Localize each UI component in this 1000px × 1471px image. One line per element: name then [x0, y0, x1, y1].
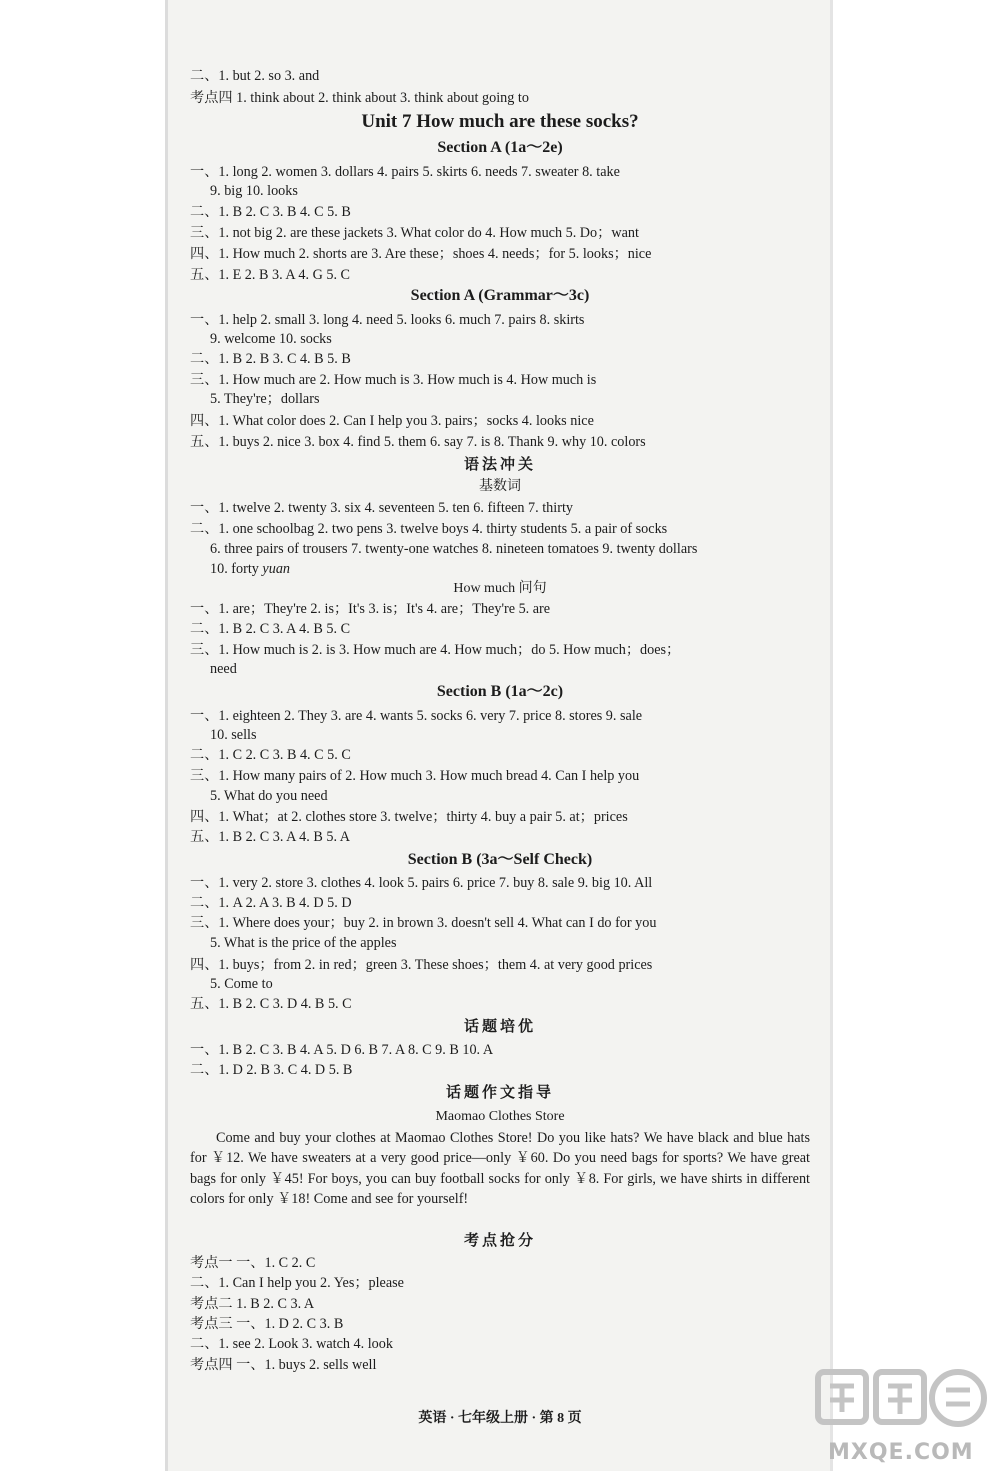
answer-line: 一、1. help 2. small 3. long 4. need 5. looks 6. much 7. pairs 8. skirts — [190, 312, 585, 328]
answer-line: 四、1. What；at 2. clothes store 3. twelve；thirty 4. buy a pair 5. at；prices — [190, 809, 628, 825]
answer-line: 四、1. What color does 2. Can I help you 3. pairs；socks 4. looks nice — [190, 413, 594, 429]
points-heading: 考点抢分 — [463, 1233, 536, 1249]
answer-line: 二、1. see 2. Look 3. watch 4. look — [190, 1336, 393, 1352]
answer-line: 一、1. twelve 2. twenty 3. six 4. seventeen 5. ten 6. fifteen 7. thirty — [190, 500, 573, 516]
answer-line: 二、1. one schoolbag 2. two pens 3. twelve boys 4. thirty students 5. a pair of socks — [190, 521, 668, 537]
answer-line: need — [210, 661, 237, 677]
answer-line: 五、1. buys 2. nice 3. box 4. find 5. them 6. say 7. is 8. Thank 9. why 10. colors — [190, 434, 646, 450]
answer-italic: yuan — [262, 561, 291, 577]
section-heading: Section A (1a～2e) — [437, 139, 563, 156]
prev-unit-line: 考点四 1. think about 2. think about 3. think about going to — [190, 90, 529, 106]
watermark-url: MXQE.COM — [828, 1440, 974, 1465]
answer-line: 三、1. How many pairs of 2. How much 3. How much bread 4. Can I help you — [190, 768, 640, 784]
answer-text: 10. forty — [210, 561, 263, 577]
answer-line: 5. What is the price of the apples — [210, 935, 397, 951]
answer-line: 考点三 一、1. D 2. C 3. B — [190, 1316, 344, 1332]
essay-heading: 话题作文指导 — [445, 1085, 554, 1101]
answer-line: 二、1. A 2. A 3. B 4. D 5. D — [190, 895, 352, 911]
answer-line: 二、1. C 2. C 3. B 4. C 5. C — [190, 747, 351, 763]
answer-line: 三、1. Where does your；buy 2. in brown 3. doesn't sell 4. What can I do for you — [190, 915, 657, 931]
section-heading: Section B (3a～Self Check) — [407, 851, 593, 868]
essay-body: Come and buy your clothes at Maomao Clothes Store! Do you like hats? We have black and blue hats for ￥12. We have sweaters at a very good price—only ￥60. Do you need bags for sports? We have great bags for only ￥45! For boys, you can buy football socks for only ￥8. For girls, we have shirts in different colors for only ￥18! Come and see for yourself! — [190, 1130, 810, 1207]
answer-line: 5. Come to — [210, 976, 273, 992]
page-footer: 英语 · 七年级上册 · 第 8 页 — [418, 1411, 582, 1426]
answer-line: 5. What do you need — [210, 788, 328, 804]
answer-line: 五、1. B 2. C 3. D 4. B 5. C — [190, 996, 352, 1012]
answer-line: 考点一 一、1. C 2. C — [190, 1255, 316, 1271]
answer-line: 5. They're；dollars — [210, 391, 320, 407]
answer-line: 9. big 10. looks — [210, 183, 298, 199]
answer-line: 一、1. very 2. store 3. clothes 4. look 5. pairs 6. price 7. buy 8. sale 9. big 10. All — [190, 875, 653, 891]
answer-line — [210, 560, 290, 578]
answer-line: 一、1. long 2. women 3. dollars 4. pairs 5. skirts 6. needs 7. sweater 8. take — [190, 164, 620, 180]
answer-line: 一、1. eighteen 2. They 3. are 4. wants 5. socks 6. very 7. price 8. stores 9. sale — [190, 708, 643, 724]
answer-line: 一、1. B 2. C 3. B 4. A 5. D 6. B 7. A 8. C 9. B 10. A — [190, 1042, 494, 1058]
answer-line: 考点四 一、1. buys 2. sells well — [190, 1357, 377, 1373]
prev-unit-line: 二、1. but 2. so 3. and — [190, 68, 320, 84]
grammar-subheading: 基数词 — [479, 479, 521, 494]
answer-line: 三、1. How much are 2. How much is 3. How much is 4. How much is — [190, 372, 597, 388]
answer-line: 四、1. buys；from 2. in red；green 3. These shoes；them 4. at very good prices — [190, 957, 653, 973]
answer-line: 五、1. E 2. B 3. A 4. G 5. C — [190, 267, 351, 283]
answer-line: 二、1. B 2. B 3. C 4. B 5. B — [190, 351, 351, 367]
answer-line: 五、1. B 2. C 3. A 4. B 5. A — [190, 829, 351, 845]
answer-line: 考点二 1. B 2. C 3. A — [190, 1296, 315, 1312]
answer-line: 二、1. D 2. B 3. C 4. D 5. B — [190, 1062, 353, 1078]
answer-line: 二、1. Can I help you 2. Yes；please — [190, 1275, 404, 1291]
unit-title: Unit 7 How much are these socks? — [361, 111, 639, 132]
answer-line: 9. welcome 10. socks — [210, 331, 332, 347]
answer-line: 二、1. B 2. C 3. B 4. C 5. B — [190, 204, 351, 220]
scan-left-edge — [165, 0, 168, 1471]
answer-line: 10. sells — [210, 727, 257, 743]
section-heading: Section A (Grammar～3c) — [410, 287, 590, 304]
answer-line: 一、1. are；They're 2. is；It's 3. is；It's 4. are；They're 5. are — [190, 601, 551, 617]
answer-line: 二、1. B 2. C 3. A 4. B 5. C — [190, 621, 351, 637]
section-heading: Section B (1a～2c) — [436, 683, 564, 700]
answer-line: 三、1. How much is 2. is 3. How much are 4. How much；do 5. How much；does； — [190, 642, 681, 658]
grammar-subheading: How much 问句 — [453, 581, 547, 596]
topic-heading: 话题培优 — [463, 1019, 536, 1035]
answer-line: 三、1. not big 2. are these jackets 3. What color do 4. How much 5. Do；want — [190, 225, 639, 241]
essay-subtitle: Maomao Clothes Store — [435, 1109, 565, 1124]
answer-line: 四、1. How much 2. shorts are 3. Are these；shoes 4. needs；for 5. looks；nice — [190, 246, 652, 262]
scan-right-edge — [830, 0, 833, 1471]
grammar-heading: 语法冲关 — [463, 457, 536, 473]
answer-line: 6. three pairs of trousers 7. twenty-one watches 8. nineteen tomatoes 9. twenty dollars — [210, 541, 698, 557]
